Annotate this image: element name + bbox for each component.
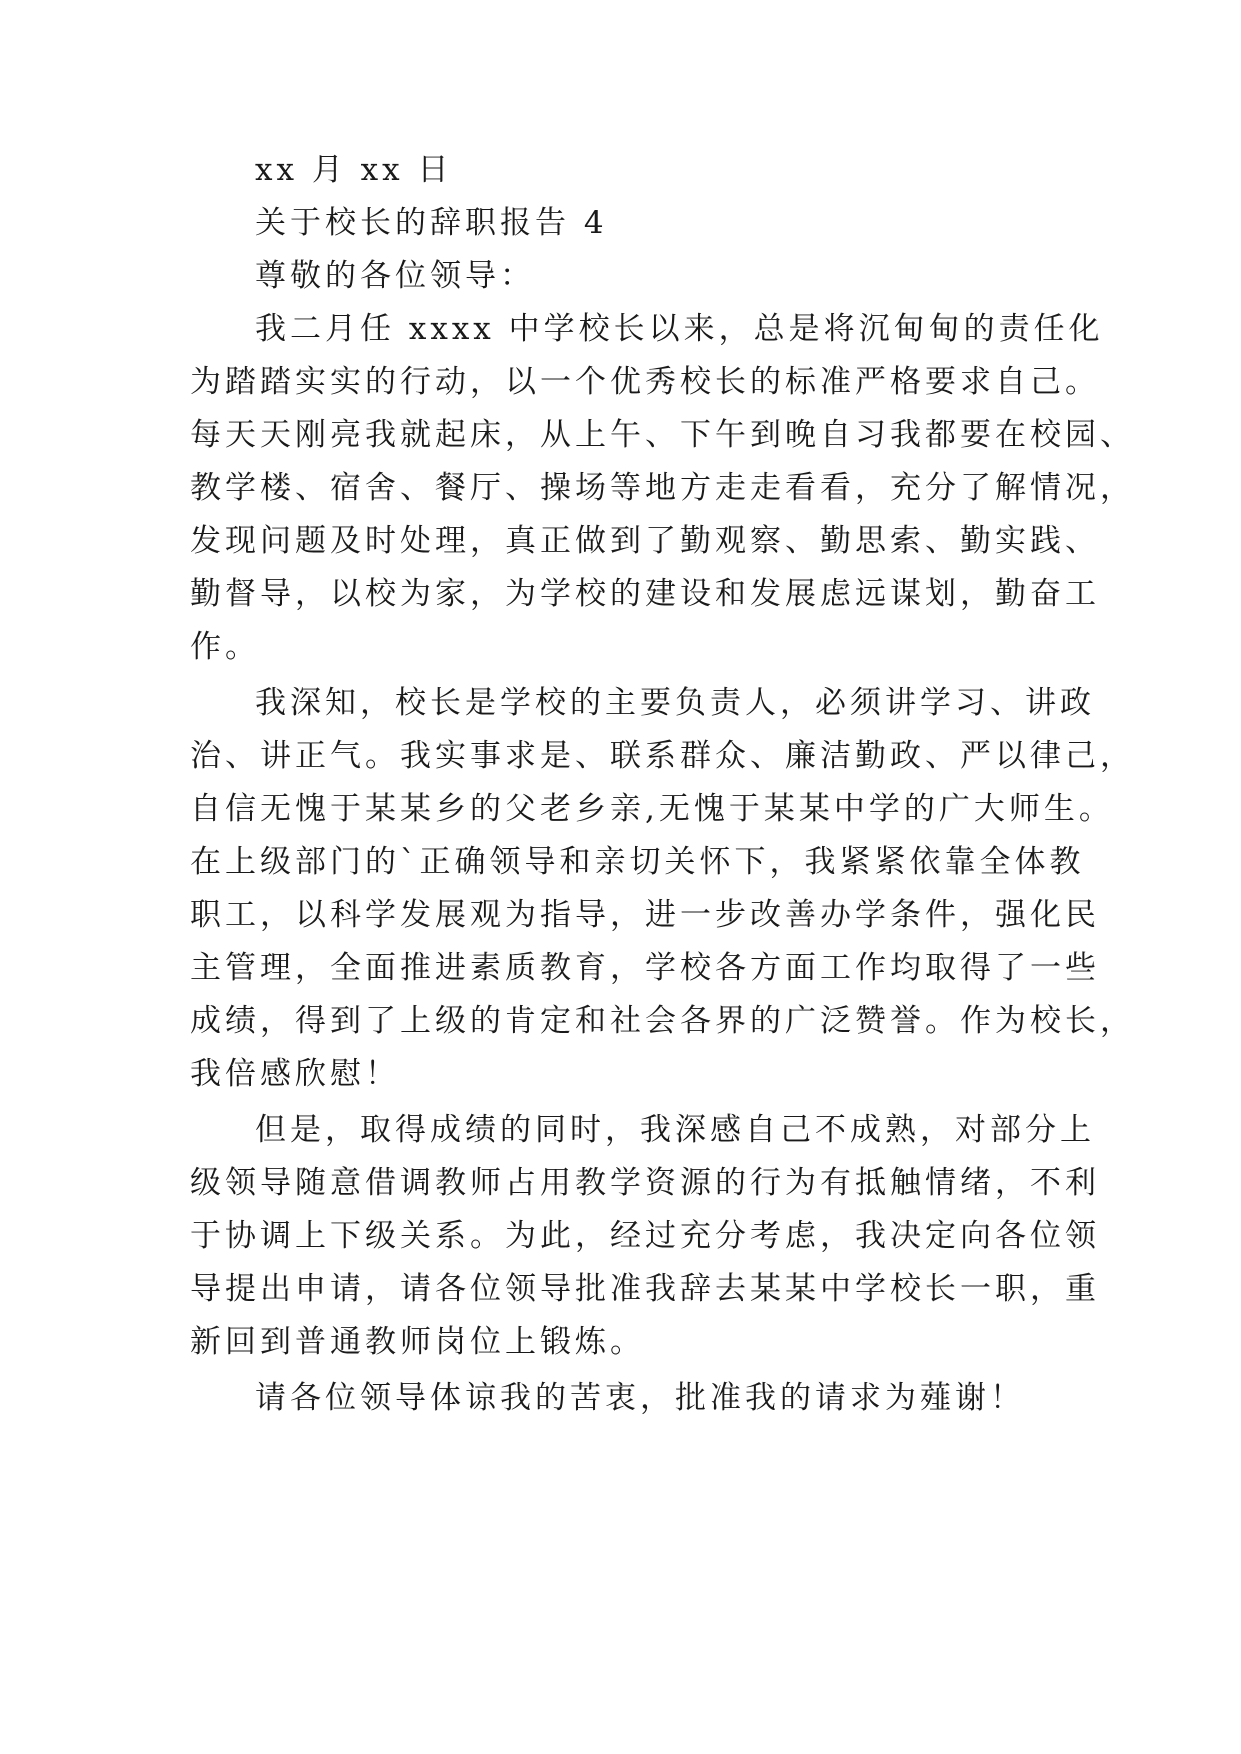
paragraph-line: 导提出申请，请各位领导批准我辞去某某中学校长一职，重 [190, 1271, 1100, 1307]
paragraph-line: 在上级部门的`正确领导和亲切关怀下，我紧紧依靠全体教 [190, 844, 1085, 880]
paragraph-line: 于协调上下级关系。为此，经过充分考虑，我决定向各位领 [190, 1218, 1100, 1254]
paragraph-line: 级领导随意借调教师占用教学资源的行为有抵触情绪，不利 [190, 1165, 1100, 1201]
paragraph-line: 治、讲正气。我实事求是、联系群众、廉洁勤政、严以律己， [190, 738, 1135, 774]
paragraph-line: 成绩，得到了上级的肯定和社会各界的广泛赞誉。作为校长， [190, 1003, 1135, 1039]
paragraph-line: 自信无愧于某某乡的父老乡亲,无愧于某某中学的广大师生。 [190, 791, 1114, 827]
paragraph-line: 发现问题及时处理，真正做到了勤观察、勤思索、勤实践、 [190, 523, 1100, 559]
date-line: xx 月 xx 日 [255, 152, 453, 188]
report-title: 关于校长的辞职报告 4 [255, 205, 608, 241]
paragraph-line: 教学楼、宿舍、餐厅、操场等地方走走看看，充分了解情况， [190, 470, 1135, 506]
paragraph-line: 但是，取得成绩的同时，我深感自己不成熟，对部分上 [255, 1112, 1095, 1148]
paragraph-line: 作。 [190, 629, 260, 665]
paragraph-line: 职工，以科学发展观为指导，进一步改善办学条件，强化民 [190, 897, 1100, 933]
salutation: 尊敬的各位领导： [255, 258, 535, 294]
paragraph-line: 勤督导，以校为家，为学校的建设和发展虑远谋划，勤奋工 [190, 576, 1100, 612]
paragraph-line: 我深知，校长是学校的主要负责人，必须讲学习、讲政 [255, 685, 1095, 721]
paragraph-line: 我倍感欣慰！ [190, 1056, 400, 1092]
paragraph-line: 我二月任 xxxx 中学校长以来，总是将沉甸甸的责任化 [255, 311, 1104, 347]
paragraph-line: 为踏踏实实的行动，以一个优秀校长的标准严格要求自己。 [190, 364, 1100, 400]
paragraph-line: 主管理，全面推进素质教育，学校各方面工作均取得了一些 [190, 950, 1100, 986]
paragraph-line: 新回到普通教师岗位上锻炼。 [190, 1324, 645, 1360]
paragraph-line: 每天天刚亮我就起床，从上午、下午到晚自习我都要在校园、 [190, 417, 1135, 453]
paragraph-line: 请各位领导体谅我的苦衷，批准我的请求为薤谢！ [255, 1380, 1025, 1416]
